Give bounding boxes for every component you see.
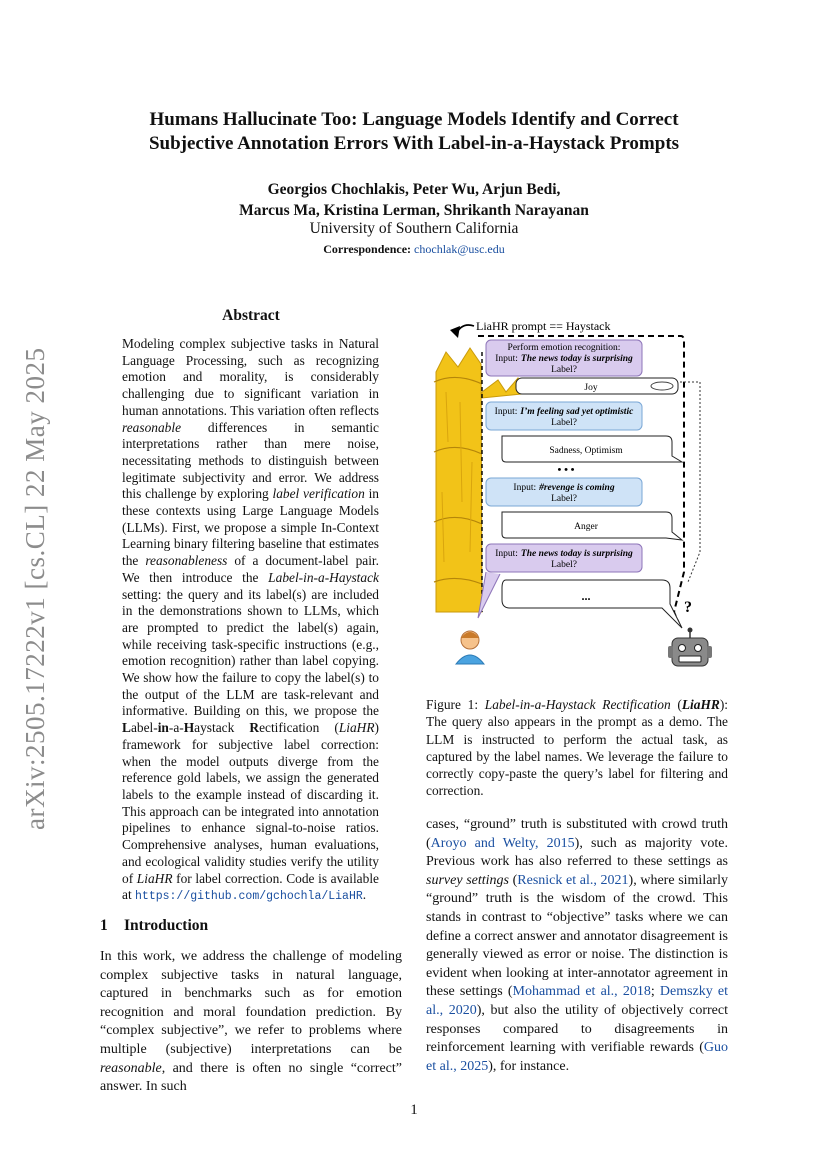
label-prompt: Label? xyxy=(551,418,577,428)
abstract-text: . xyxy=(362,887,367,903)
abstract-emphasis: label verification xyxy=(272,486,365,502)
caption-title: Label-in-a-Haystack Rectification xyxy=(484,697,671,712)
citation-link[interactable]: Aroyo and Welty, 2015 xyxy=(430,835,575,851)
answer-bubble xyxy=(502,580,682,628)
section-heading xyxy=(100,917,208,935)
page-number: 1 xyxy=(410,1102,418,1118)
figure-1-caption xyxy=(426,696,728,800)
caption-text: The query also appears in the prompt as a demo. The LLM is instructed to perform the actual task, as captured by the label names. We leverage the failure to correctly copy-paste the query’s label for filtering and correction. xyxy=(426,714,728,799)
query-text: The news today is surprising xyxy=(520,549,633,559)
abstract-text: aystack xyxy=(194,720,250,736)
label-prompt: Label? xyxy=(551,560,577,570)
author-list xyxy=(100,179,728,221)
introduction-body xyxy=(100,948,402,1097)
abstract-text: of a document-label pair. We then introduce the xyxy=(122,553,379,585)
answer-text: Anger xyxy=(574,522,598,532)
figure-header-label: LiaHR prompt == Haystack xyxy=(476,319,611,333)
body-text: cases, “ground” truth is substituted with crowd truth ( xyxy=(426,817,728,851)
abstract-text: in these contexts using Large Language Models (LLMs). First, we propose a simple In-Context Learning binary filtering baseline that estimates the xyxy=(122,486,379,569)
abstract-body xyxy=(122,336,379,906)
abstract-text: differences in semantic interpretations rather than mere noise, necessitating methods to distinguish between legitimate subjectivity and error. We address this challenge by exploring xyxy=(122,419,379,502)
right-column-body xyxy=(426,816,728,1076)
intro-emphasis: reasonable xyxy=(100,1060,162,1076)
label-prompt: Label? xyxy=(551,365,577,375)
abstract-text: setting: the query and its label(s) are included in the demonstrations shown to LLMs, which are prompted to predict the label(s) again, while receiving task-specific instructions (e.g., emotion recognition) rather than label copying. We show how the failure to copy the label(s) to the output of the LLM are task-relevant and informative. Building on this, we propose the xyxy=(122,586,379,719)
abstract-emphasis: LiaHR xyxy=(338,720,375,736)
abstract-text: ) framework for subjective label correction: when the model outputs diverge from the reference gold labels, we assign the generated labels to the example instead of discarding it. This approach can be integrated into annotation pipelines to enhance signal-to-noise ratios. Comprehensive analyses, human evaluations, and ecological validity studies verify the utility of xyxy=(122,720,379,886)
needle-icon xyxy=(651,382,673,390)
abstract-bold: R xyxy=(249,720,260,736)
abstract-text: Modeling complex subjective tasks in Natural Language Processing, such as recognizing emotion and morality, is considerably challenging due to significant variation in human annotations. This variation often reflects xyxy=(122,336,379,418)
figure-1-diagram xyxy=(426,312,728,684)
input-prefix: Input: xyxy=(494,407,518,417)
citation-link[interactable]: Demszky et al., 2020 xyxy=(426,984,729,1018)
query-text: I’m feeling sad yet optimistic xyxy=(520,407,634,417)
label-prompt: Label? xyxy=(551,494,577,504)
query-line xyxy=(495,354,633,364)
citation-link[interactable]: Guo et al., 2025 xyxy=(426,1040,728,1074)
body-text: ), where similarly “ground” truth is the wisdom of the crowd. This stands in contrast to “objective” tasks where we can define a correct answer and annotator disagreement is generally viewed as error or noise. The distinction is evident when looking at inter-annotator agreement in these settings ( xyxy=(426,872,728,1000)
abstract-text: ectification ( xyxy=(259,720,339,736)
input-prefix: Input: xyxy=(495,354,518,364)
authors-line-2: Marcus Ma, Kristina Lerman, Shrikanth Narayanan xyxy=(239,202,589,219)
input-prefix: Input: xyxy=(513,483,537,493)
abstract-bold: L xyxy=(122,720,131,736)
body-text: ( xyxy=(508,872,518,888)
caption-prefix: Figure 1: xyxy=(426,697,485,712)
abstract-emphasis: Label-in-a-Haystack xyxy=(268,569,379,585)
person-icon xyxy=(456,631,484,664)
body-text: ; xyxy=(650,984,660,1000)
abstract-heading: Abstract xyxy=(222,307,280,324)
abstract-emphasis: LiaHR xyxy=(136,870,173,886)
arxiv-stamp xyxy=(14,330,54,830)
abstract-bold: in xyxy=(157,720,169,736)
body-text: ), such as majority vote. Previous work has also referred to these settings as xyxy=(426,835,728,870)
abstract-text: -a- xyxy=(168,720,184,736)
input-prefix: Input: xyxy=(495,549,518,559)
abstract-emphasis: reasonable xyxy=(122,419,182,435)
instruction-text: Perform emotion recognition: xyxy=(507,343,621,353)
affiliation: University of Southern California xyxy=(309,220,519,237)
citation-link[interactable]: Mohammad et al., 2018 xyxy=(512,984,651,1000)
caption-acronym: LiaHR xyxy=(681,697,720,712)
arxiv-id: arXiv:2505.17222v1 [cs.CL] 22 May 2025 xyxy=(20,347,50,830)
code-url-link[interactable]: https://github.com/gchochla/LiaHR xyxy=(135,890,363,904)
ellipsis-dots: • • • xyxy=(557,464,575,476)
section-number: 1 xyxy=(100,917,108,934)
authors-line-1: Georgios Chochlakis, Peter Wu, Arjun Bedi, xyxy=(267,181,561,198)
body-emphasis: survey settings xyxy=(426,872,509,888)
robot-icon xyxy=(668,628,712,667)
body-text: ), for instance. xyxy=(488,1058,570,1074)
query-text: #revenge is coming xyxy=(539,483,615,493)
query-text: The news today is surprising xyxy=(520,354,633,364)
correspondence-label: Correspondence: xyxy=(323,242,412,256)
section-title: Introduction xyxy=(124,917,209,934)
title-line-1: Humans Hallucinate Too: Language Models Identify and Correct xyxy=(149,109,679,130)
abstract-text: abel- xyxy=(130,720,158,736)
caption-text: ): xyxy=(719,697,728,712)
abstract-bold: H xyxy=(183,720,195,736)
correspondence-email-link[interactable]: chochlak@usc.edu xyxy=(414,242,505,256)
correspondence xyxy=(100,242,728,257)
body-text: ), but also the utility of objectively correct responses compared to disagreements in reinforcement learning with verifiable rewards ( xyxy=(426,1002,728,1056)
abstract-emphasis: reasonableness xyxy=(145,553,228,569)
intro-text: In this work, we address the challenge of modeling complex subjective tasks in natural language, captured in benchmarks such as for emotion recognition and moral foundation prediction. By “complex subjective”, we refer to problems where multiple (subjective) interpretations can be xyxy=(100,949,402,1057)
abstract-text: for label correction. Code is available at xyxy=(122,870,379,903)
query-line xyxy=(495,407,634,417)
answer-text: Sadness, Optimism xyxy=(549,446,623,456)
paper-title xyxy=(100,108,728,156)
title-line-2: Subjective Annotation Errors With Label-in-a-Haystack Prompts xyxy=(148,133,680,154)
query-line xyxy=(513,483,614,493)
query-line xyxy=(495,549,633,559)
answer-text: ... xyxy=(581,589,591,603)
question-mark: ? xyxy=(684,599,692,616)
intro-text: , and there is often no single “correct” answer. In such xyxy=(100,1060,402,1095)
caption-text: ( xyxy=(670,697,682,712)
answer-text: Joy xyxy=(584,383,598,393)
citation-link[interactable]: Resnick et al., 2021 xyxy=(517,872,629,888)
